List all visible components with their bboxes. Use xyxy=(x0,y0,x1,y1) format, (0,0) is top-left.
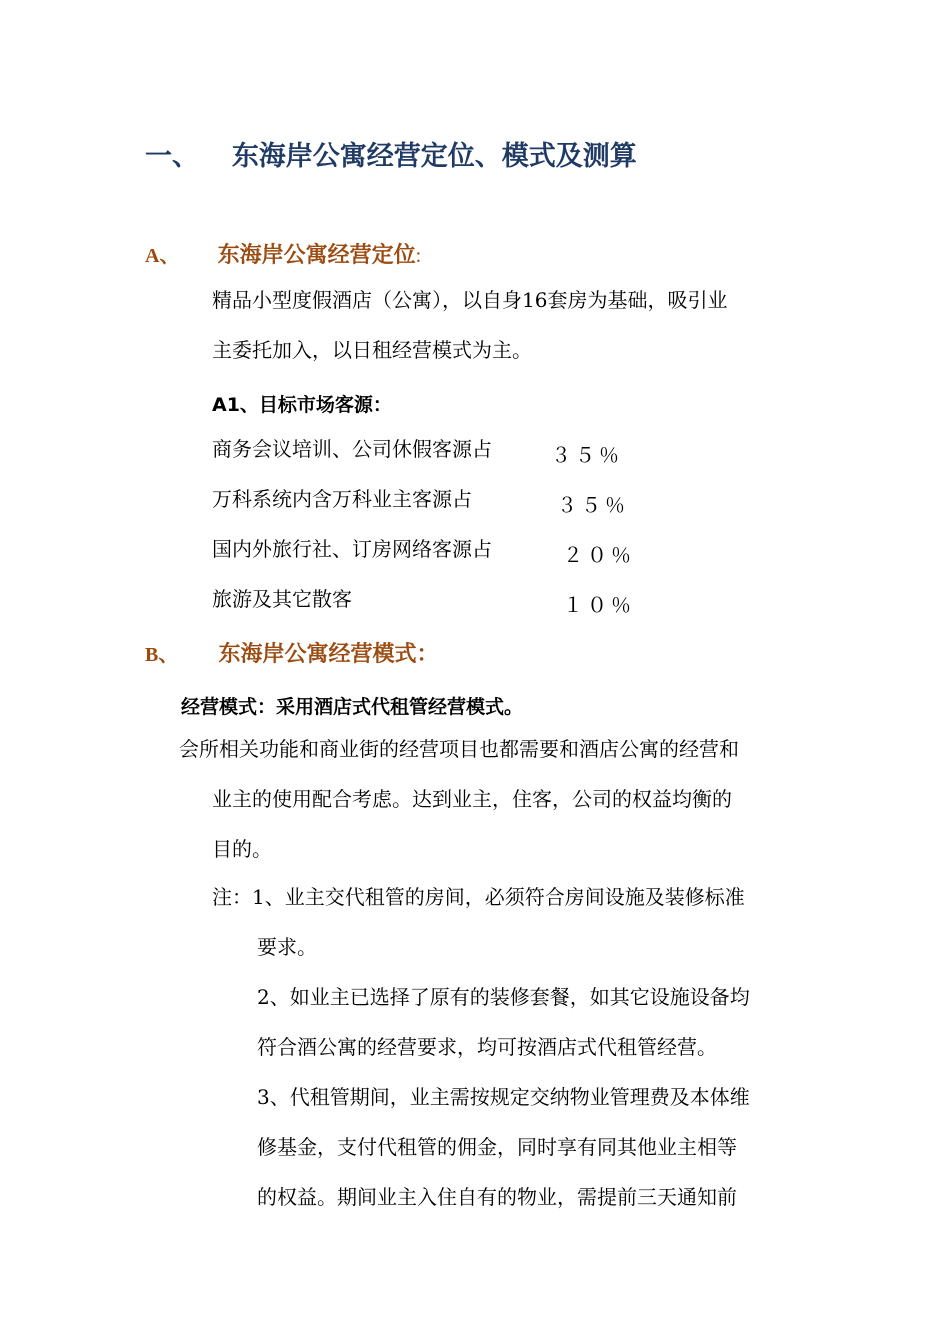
market-source-value: ３５％ xyxy=(557,493,629,517)
section-b-mode-line: 经营模式：采用酒店式代租管经营模式。 xyxy=(181,696,524,718)
note-3-line-3: 的权益。期间业主入住自有的物业，需提前三天通知前 xyxy=(257,1185,737,1209)
section-a-intro-line-1: 精品小型度假酒店（公寓），以自身16套房为基础，吸引业 xyxy=(212,288,728,312)
section-a-colon: : xyxy=(415,245,422,267)
market-source-label: 国内外旅行社、订房网络客源占 xyxy=(212,537,492,561)
section-a-heading xyxy=(145,238,421,269)
note-3-line-2: 修基金，支付代租管的佣金，同时享有同其他业主相等 xyxy=(257,1135,737,1159)
section-b-title: 东海岸公寓经营模式： xyxy=(218,642,439,667)
market-source-label: 旅游及其它散客 xyxy=(212,587,352,611)
market-source-value: ３５％ xyxy=(551,443,623,467)
a1-heading: A1、目标市场客源： xyxy=(212,394,392,416)
section-1-title: 东海岸公寓经营定位、模式及测算 xyxy=(231,141,637,172)
note-3-line-1: 3、代租管期间，业主需按规定交纳物业管理费及本体维 xyxy=(257,1085,750,1109)
section-b-para-line-1: 会所相关功能和商业街的经营项目也都需要和酒店公寓的经营和 xyxy=(179,737,739,761)
section-b-para-line-2: 业主的使用配合考虑。达到业主，住客，公司的权益均衡的 xyxy=(212,787,732,811)
section-b-heading xyxy=(145,637,439,668)
section-1-heading xyxy=(145,134,637,173)
note-2-line-2: 符合酒公寓的经营要求，均可按酒店式代租管经营。 xyxy=(257,1035,717,1059)
note-2-line-1: 2、如业主已选择了原有的装修套餐，如其它设施设备均 xyxy=(257,985,750,1009)
section-a-letter: A、 xyxy=(145,245,180,267)
section-b-para-line-3: 目的。 xyxy=(212,837,272,861)
note-1-line-1: 注：1、业主交代租管的房间，必须符合房间设施及装修标准 xyxy=(212,885,745,909)
note-1-line-2: 要求。 xyxy=(257,935,317,959)
market-source-value: ２０％ xyxy=(563,543,635,567)
section-1-number: 一、 xyxy=(145,141,199,172)
market-source-label: 商务会议培训、公司休假客源占 xyxy=(212,437,492,461)
market-source-label: 万科系统内含万科业主客源占 xyxy=(212,487,472,511)
section-b-letter: B、 xyxy=(145,644,179,666)
market-source-value: １０％ xyxy=(563,593,635,617)
section-a-title: 东海岸公寓经营定位 xyxy=(217,243,416,268)
section-a-intro-line-2: 主委托加入，以日租经营模式为主。 xyxy=(212,338,532,362)
